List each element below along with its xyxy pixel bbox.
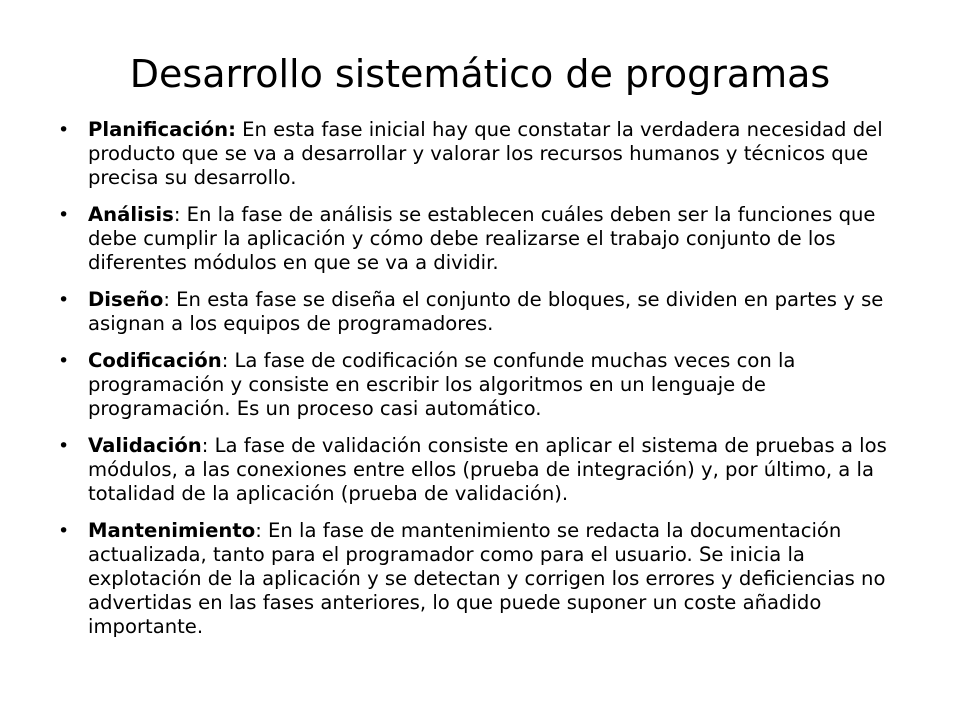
slide-title: Desarrollo sistemático de programas [129, 52, 831, 96]
list-item-planificacion [48, 118, 906, 190]
list-item-codificacion [48, 349, 906, 421]
bullet-term: Mantenimiento [88, 519, 256, 542]
list-item-analisis [48, 203, 906, 275]
bullet-dot-icon: • [58, 435, 70, 457]
list-item-mantenimiento [48, 519, 906, 639]
bullet-dot-icon: • [58, 520, 70, 542]
bullet-text: En esta fase inicial hay que constatar la verdadera necesidad del producto que se va a desarrollar y valorar los recursos humanos y técnicos que precisa su desarrollo. [88, 118, 883, 189]
bullet-term: Diseño [88, 288, 164, 311]
bullet-text: : En esta fase se diseña el conjunto de bloques, se dividen en partes y se asignan a los equipos de programadores. [88, 288, 884, 335]
bullet-term: Validación [88, 434, 202, 457]
bullet-term: Codificación [88, 349, 222, 372]
bullet-term: Planificación: [88, 118, 236, 141]
list-item-validacion [48, 434, 906, 506]
bullet-dot-icon: • [58, 350, 70, 372]
bullet-text: : En la fase de mantenimiento se redacta la documentación actualizada, tanto para el programador como para el usuario. Se inicia la explotación de la aplicación y se detectan y corrigen los errores y deficiencias no advertidas en las fases anteriores, lo que puede suponer un coste añadido importante. [88, 519, 886, 638]
bullet-dot-icon: • [58, 289, 70, 311]
bullet-text: : La fase de validación consiste en aplicar el sistema de pruebas a los módulos, a las conexiones entre ellos (prueba de integración) y, por último, a la totalidad de la aplicación (prueba de validación). [88, 434, 887, 505]
bullet-text: : La fase de codificación se confunde muchas veces con la programación y consiste en escribir los algoritmos en un lenguaje de programación. Es un proceso casi automático. [88, 349, 796, 420]
bullet-dot-icon: • [58, 119, 70, 141]
bullet-dot-icon: • [58, 204, 70, 226]
bullet-list [48, 118, 906, 652]
bullet-text: : En la fase de análisis se establecen cuáles deben ser la funciones que debe cumplir la aplicación y cómo debe realizarse el trabajo conjunto de los diferentes módulos en que se va a dividir. [88, 203, 876, 274]
bullet-term: Análisis [88, 203, 174, 226]
list-item-diseno [48, 288, 906, 336]
